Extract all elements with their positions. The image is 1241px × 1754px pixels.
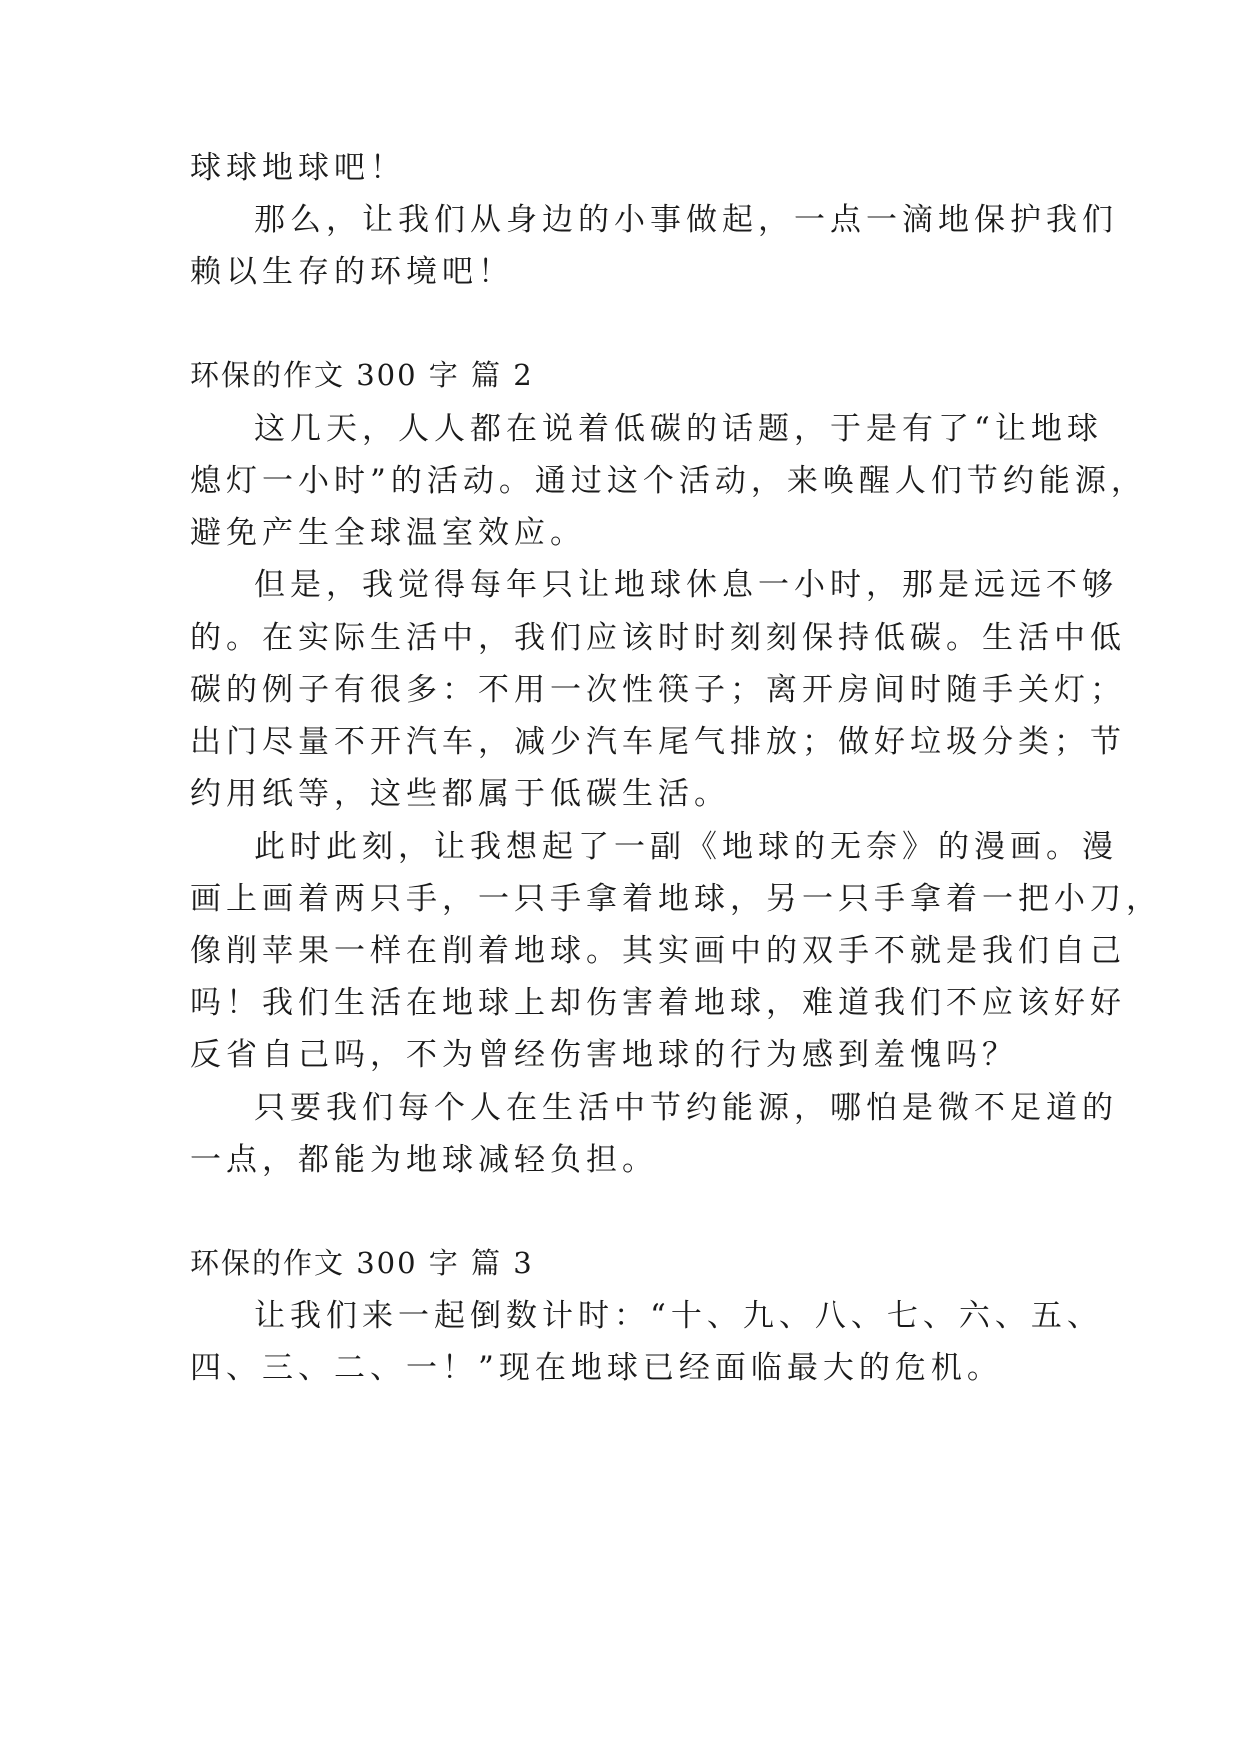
essay2-line-12: 吗！我们生活在地球上却伤害着地球，难道我们不应该好好: [190, 985, 1126, 1021]
essay3-line-2: 四、三、二、一！”现在地球已经面临最大的危机。: [190, 1350, 1003, 1386]
essay2-line-8: 约用纸等，这些都属于低碳生活。: [190, 776, 730, 812]
essay2-line-11: 像削苹果一样在削着地球。其实画中的双手不就是我们自己: [190, 933, 1126, 969]
essay2-line-4: 但是，我觉得每年只让地球休息一小时，那是远远不够: [254, 567, 1118, 603]
essay2-line-5: 的。在实际生活中，我们应该时时刻刻保持低碳。生活中低: [190, 620, 1126, 656]
essay2-line-1: 这几天，人人都在说着低碳的话题，于是有了“让地球: [254, 411, 1103, 447]
essay2-line-6: 碳的例子有很多：不用一次性筷子；离开房间时随手关灯；: [190, 672, 1126, 708]
essay3-heading: 环保的作文 300 字 篇 3: [190, 1246, 534, 1280]
essay2-line-13: 反省自己吗，不为曾经伤害地球的行为感到羞愧吗？: [190, 1037, 1018, 1073]
essay2-line-15: 一点，都能为地球减轻负担。: [190, 1142, 658, 1178]
essay3-line-1: 让我们来一起倒数计时：“十、九、八、七、六、五、: [254, 1298, 1103, 1334]
essay2-line-7: 出门尽量不开汽车，减少汽车尾气排放；做好垃圾分类；节: [190, 724, 1126, 760]
essay2-heading: 环保的作文 300 字 篇 2: [190, 358, 534, 392]
intro-line-1: 球球地球吧！: [190, 150, 406, 186]
essay2-line-9: 此时此刻，让我想起了一副《地球的无奈》的漫画。漫: [254, 829, 1118, 865]
essay2-line-14: 只要我们每个人在生活中节约能源，哪怕是微不足道的: [254, 1090, 1118, 1126]
intro-line-3: 赖以生存的环境吧！: [190, 254, 514, 290]
essay2-line-10: 画上画着两只手，一只手拿着地球，另一只手拿着一把小刀，: [190, 881, 1162, 917]
intro-line-2: 那么，让我们从身边的小事做起，一点一滴地保护我们: [254, 202, 1118, 238]
essay2-line-2: 熄灯一小时”的活动。通过这个活动，来唤醒人们节约能源，: [190, 463, 1147, 499]
essay2-line-3: 避免产生全球温室效应。: [190, 515, 586, 551]
